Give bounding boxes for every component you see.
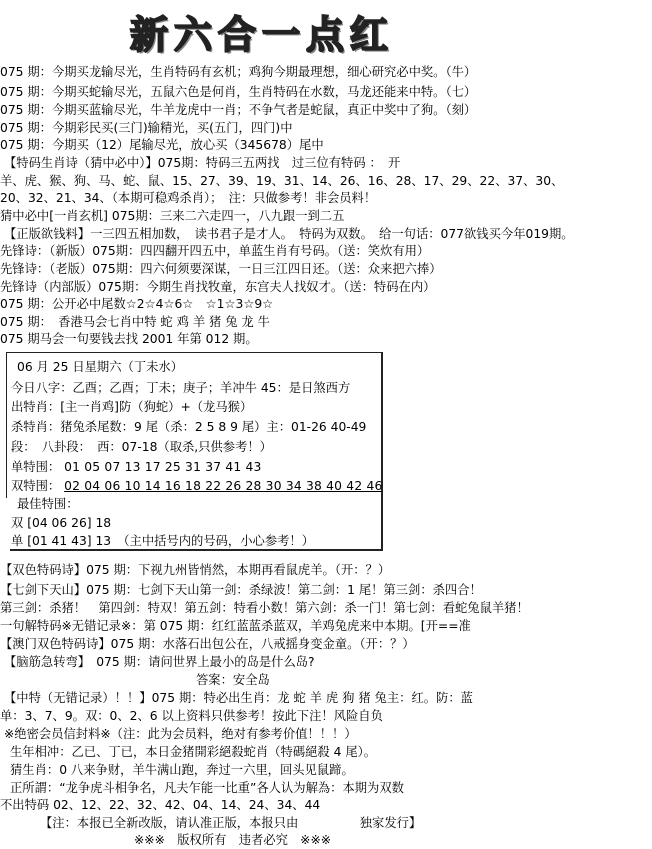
text-line: 075 期： 香港马会七肖中特 蛇 鸡 羊 猪 兔 龙 牛 bbox=[0, 315, 270, 329]
text-line: 075 期马会一句要钱去找 2001 年第 012 期。 bbox=[0, 332, 258, 346]
box-date: 06 月 25 日星期六（丁未水） bbox=[17, 360, 183, 374]
text-line: 羊、虎、猴、狗、马、蛇、鼠、15、27、39、19、31、14、26、16、28、17、29、22、37、30、 bbox=[0, 174, 564, 188]
text-line: 075 期：今期彩民买(三门)输精光，买(五门，四门)中 bbox=[0, 121, 293, 135]
box-bazi: 今日八字：乙酉；乙酉；丁未；庚子；羊冲牛 45：是日煞西方 bbox=[11, 381, 351, 395]
copyright-line: ※※※ 版权所有 违者必究 ※※※ bbox=[134, 833, 332, 847]
text-line: 【正版欲钱料】一三四五相加数， 读书君子是才人。 特码为双数。 给一句话：077欲钱买今年019期。 bbox=[4, 227, 574, 241]
text-line: 【脑筋急转弯】 075 期：请问世界上最小的岛是什么岛? bbox=[4, 655, 315, 669]
page-title: 新六合一点红 bbox=[130, 13, 395, 57]
text-line: 【双色特码诗】075 期：下视九州皆悄然，本期再看鼠虎羊。（开：？） bbox=[0, 563, 391, 577]
text-line: 075 期：今期买蓝输尽光，牛羊龙虎中一肖；不争气者是蛇鼠，真正中奖中了狗。（刻） bbox=[0, 103, 477, 117]
text-line: 【特码生肖诗（猜中必中）】075期：特码三五两找 过三位有特码 ： 开 bbox=[4, 156, 401, 170]
text-line: 第三剑：杀猪！ 第四剑：特双！第五剑：特看小数！第六剑：杀一门！第七剑：看蛇兔鼠羊猪！ bbox=[0, 601, 529, 615]
text-line: 【澳门双色特码诗】075 期：水落石出包公在，八戒摇身变金童。（开：？） bbox=[0, 637, 415, 651]
text-line: 不出特码 02、12、22、32、42、04、14、24、34、44 bbox=[0, 798, 321, 812]
text-line: 075 期：今期买（12）尾输尽光，放心买（345678）尾中 bbox=[0, 138, 324, 152]
box-dbl: 双 [04 06 26] 18 bbox=[11, 516, 112, 530]
text-line: 【中特（无错记录）！！】075 期：特必出生肖：龙 蛇 羊 虎 狗 猪 兔主：红。防：蓝 bbox=[4, 691, 473, 705]
text-line: 【七剑下天山】075 期：七剑下天山第一剑：杀绿波！第二剑：1 尾！第三剑：杀四合！ bbox=[0, 583, 482, 597]
text-line: 先锋诗：（老版）075期：四六何须要深谋，一日三江四日还。（送：众来把六捧） bbox=[0, 262, 442, 276]
text-line: 20、32、21、34、（本期可稳鸡杀肖）； 注：只做参考！非会员料！ bbox=[0, 191, 377, 205]
double-label: 双特围： bbox=[11, 479, 61, 493]
text-line: 猜生肖：0 八来争财，羊牛满山跑，奔过一六里，回头见鼠蹄。 bbox=[10, 763, 354, 777]
box-double bbox=[11, 478, 383, 494]
text-line: ※绝密会员信封料※（注：此为会员料，绝对有参考价值！！！） bbox=[4, 727, 357, 741]
prediction-box bbox=[6, 352, 383, 551]
text-line: 猜中必中[一肖玄机] 075期：三来二六走四一，八九跟一到二五 bbox=[0, 209, 345, 223]
single-numbers: 01 05 07 13 17 25 31 37 41 43 bbox=[64, 460, 262, 474]
box-chute: 出特肖：[主一肖鸡]防（狗蛇）+（龙马猴） bbox=[11, 400, 253, 414]
text-line: 先锋诗：（新版）075期：四四翻开四五中，单蓝生肖有号码。（送：笑炊有用） bbox=[0, 244, 430, 258]
text-line: 【注：本报已全新改版，请认准正版，本报只由 独家发行】 bbox=[40, 816, 422, 830]
box-duan: 段： 八卦段： 西：07-18（取杀,只供参考！） bbox=[11, 440, 272, 454]
text-line: 单：3、7、9。双：0、2、6 以上资料只供参考！按此下注！风险自负 bbox=[0, 709, 383, 723]
riddle-answer: 答案：安全岛 bbox=[196, 673, 270, 687]
box-best: 最佳特围： bbox=[17, 497, 79, 511]
text-line: 先锋诗（内部版）075期：今期生肖找牧童，东宫夫人找奴才。（送：特码在内） bbox=[0, 280, 436, 294]
text-line: 一句解特码※无错记录※：第 075 期：红红蓝蓝杀蓝双，羊鸡兔虎来中本期。[开==准 bbox=[0, 619, 471, 633]
double-numbers: 02 04 06 10 14 16 18 22 26 28 30 34 38 40 42 46 bbox=[64, 479, 383, 493]
box-gap bbox=[6, 498, 10, 558]
text-line: 正所謂：“龙争虎斗相争名，凡夫乍能一比重”各人认为解為：本期为双数 bbox=[10, 781, 404, 795]
text-line: 075 期：今期买龙输尽光，生肖特码有玄机；鸡狗今期最理想，细心研究必中奖。（牛） bbox=[0, 65, 477, 79]
text-line: 生年相冲：乙已、丁已，本日金猪開彩絕殺蛇肖（特碼絕殺 4 尾）。 bbox=[10, 745, 377, 759]
text-line: 075 期：今期买蛇输尽光，五鼠六色是何肖，生肖特码在水数，马龙还能来中特。（七） bbox=[0, 85, 477, 99]
text-line: 075 期：公开必中尾数☆2☆4☆6☆ ☆1☆3☆9☆ bbox=[0, 297, 274, 311]
box-sgl: 单 [01 41 43] 13 （主中括号内的号码，小心参考！） bbox=[11, 534, 315, 548]
single-label: 单特围： bbox=[11, 460, 61, 474]
box-single bbox=[11, 459, 262, 475]
box-kill: 杀特肖：猪兔杀尾数：9 尾（杀：2 5 8 9 尾）主：01-26 40-49 bbox=[11, 420, 367, 434]
